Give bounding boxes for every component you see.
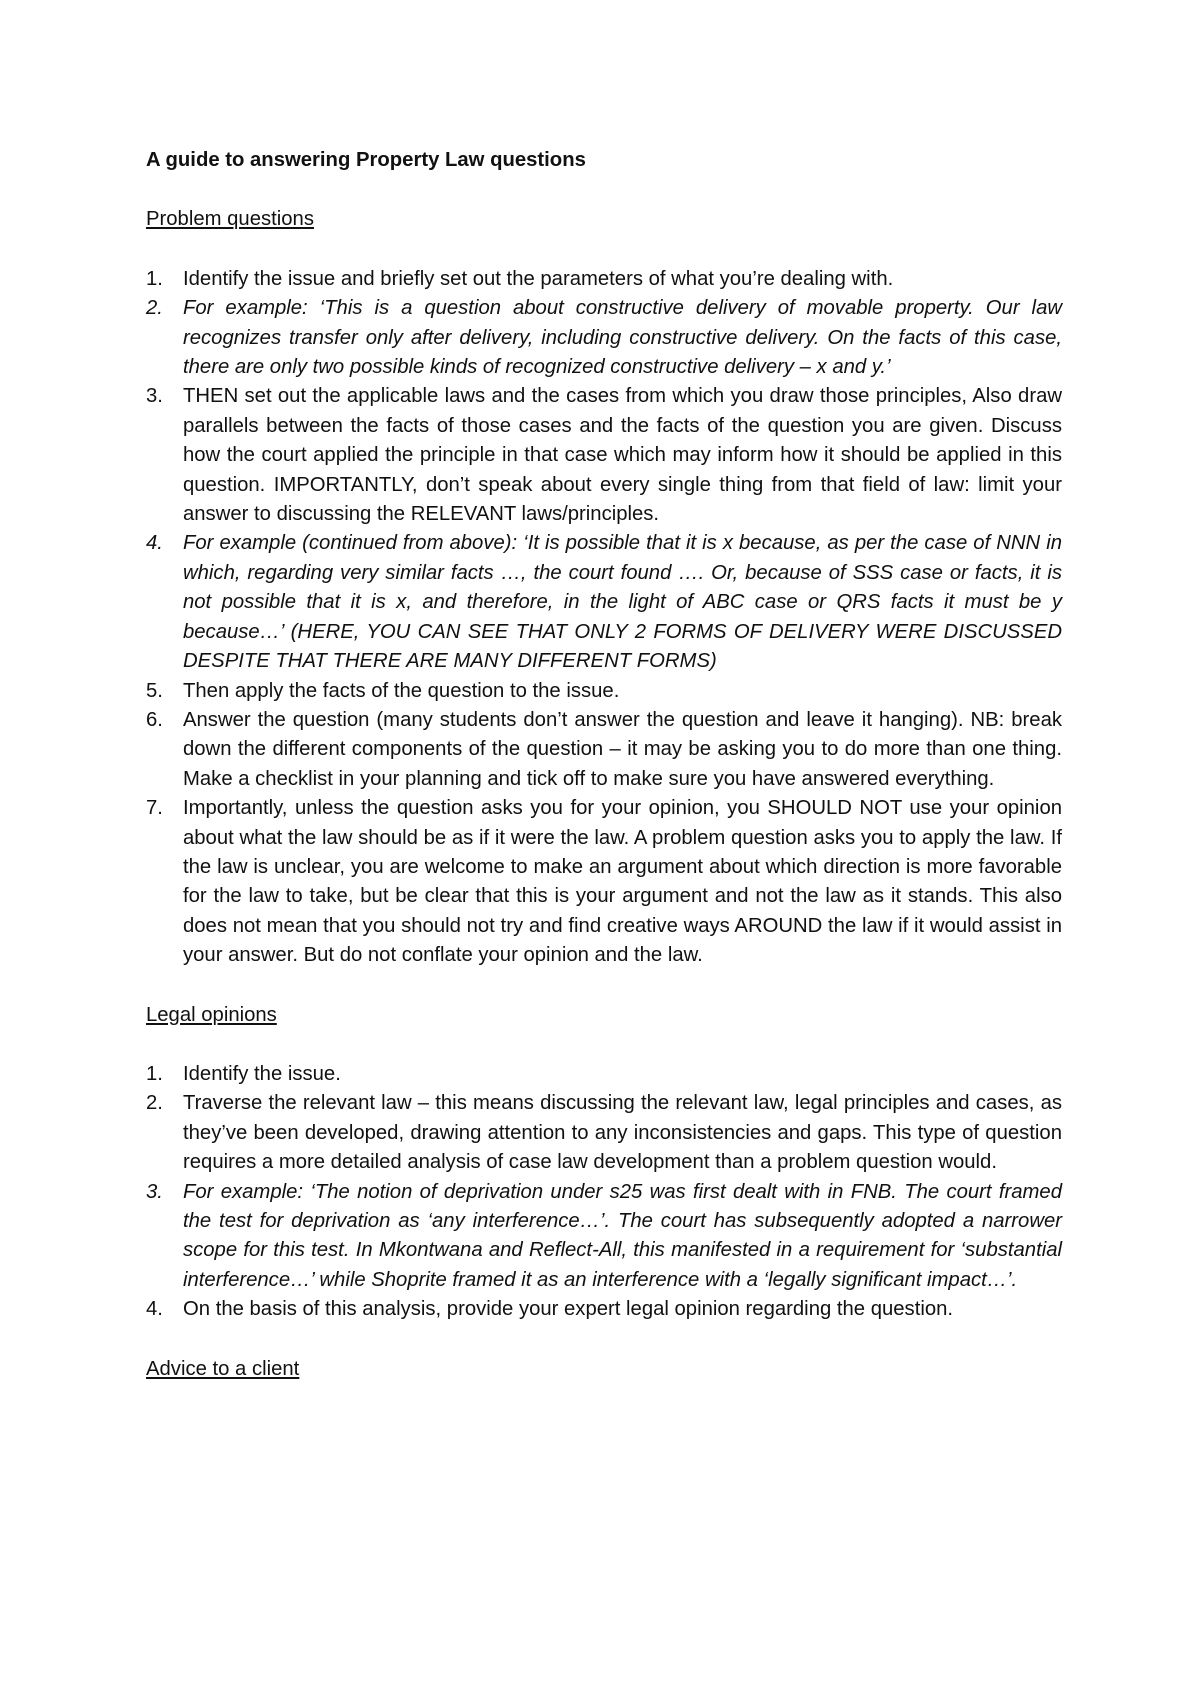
list-item-number: 3. xyxy=(146,1180,163,1203)
section-heading-problem-questions: Problem questions xyxy=(146,208,314,231)
list-item xyxy=(146,677,1062,706)
section-heading-legal-opinions: Legal opinions xyxy=(146,1003,277,1026)
list-item xyxy=(146,1295,1062,1324)
list-item-number: 6. xyxy=(146,708,163,731)
list-item-text: Traverse the relevant law – this means discussing the relevant law, legal principles and cases, as they’ve been developed, drawing attention to any inconsistencies and gaps. This type of question requires a more detailed analysis of case law development than a problem question would. xyxy=(183,1092,1062,1174)
list-item xyxy=(146,1089,1062,1177)
document-page xyxy=(146,146,1062,1384)
list-item-text: For example (continued from above): ‘It is possible that it is x because, as per the case of NNN in which, regarding very similar facts …, the court found …. Or, because of SSS case or facts, it is not possible that it is x, and therefore, in the light of ABC case or QRS facts it must be y because…’ (HERE, YOU CAN SEE THAT ONLY 2 FORMS OF DELIVERY WERE DISCUSSED DESPITE THAT THERE ARE MANY DIFFERENT FORMS) xyxy=(183,532,1062,673)
list-item-number: 1. xyxy=(146,1062,163,1085)
list-item xyxy=(146,1060,1062,1089)
problem-questions-list xyxy=(146,265,1062,971)
list-item-number: 7. xyxy=(146,797,163,820)
list-item-number: 3. xyxy=(146,385,163,408)
list-item-number: 4. xyxy=(146,1298,163,1321)
list-item xyxy=(146,706,1062,794)
list-item-text: Importantly, unless the question asks you for your opinion, you SHOULD NOT use your opinion about what the law should be as if it were the law. A problem question asks you to apply the law. If the law is unclear, you are welcome to make an argument about which direction is more favorable for the law to take, but be clear that this is your argument and not the law as it stands. This also does not mean that you should not try and find creative ways AROUND the law if it would assist in your answer. But do not conflate your opinion and the law. xyxy=(183,797,1062,967)
list-item-number: 2. xyxy=(146,297,163,320)
list-item-number: 4. xyxy=(146,532,163,555)
legal-opinions-list xyxy=(146,1060,1062,1325)
list-item-number: 2. xyxy=(146,1092,163,1115)
list-item xyxy=(146,1178,1062,1296)
list-item-text: THEN set out the applicable laws and the cases from which you draw those principles, Also draw parallels between the facts of those cases and the facts of the question you are given. Discuss how the court applied the principle in that case which may inform how it should be applied in this question. IMPORTANTLY, don’t speak about every single thing from that field of law: limit your answer to discussing the RELEVANT laws/principles. xyxy=(183,385,1062,526)
list-item-text: Then apply the facts of the question to the issue. xyxy=(183,679,620,702)
list-item-text: On the basis of this analysis, provide your expert legal opinion regarding the question. xyxy=(183,1298,954,1321)
list-item xyxy=(146,265,1062,294)
list-item-number: 1. xyxy=(146,267,163,290)
list-item-number: 5. xyxy=(146,679,163,702)
list-item xyxy=(146,382,1062,529)
list-item-text: For example: ‘This is a question about constructive delivery of movable property. Our law recognizes transfer only after delivery, including constructive delivery. On the facts of this case, there are only two possible kinds of recognized constructive delivery – x and y.’ xyxy=(183,297,1062,379)
section-heading-advice-to-a-client: Advice to a client xyxy=(146,1357,300,1380)
list-item xyxy=(146,529,1062,676)
list-item-text: Identify the issue and briefly set out the parameters of what you’re dealing with. xyxy=(183,267,894,290)
document-title: A guide to answering Property Law questions xyxy=(146,149,586,171)
list-item xyxy=(146,294,1062,382)
list-item-text: For example: ‘The notion of deprivation under s25 was first dealt with in FNB. The court framed the test for deprivation as ‘any interference…’. The court has subsequently adopted a narrower scope for this test. In Mkontwana and Reflect-All, this manifested in a requirement for ‘substantial interference…’ while Shoprite framed it as an interference with a ‘legally significant impact…’. xyxy=(183,1180,1062,1291)
list-item xyxy=(146,794,1062,970)
list-item-text: Identify the issue. xyxy=(183,1062,341,1085)
list-item-text: Answer the question (many students don’t answer the question and leave it hanging). NB: break down the different components of the question – it may be asking you to do more than one thing. Make a checklist in your planning and tick off to make sure you have answered everything. xyxy=(183,708,1062,790)
